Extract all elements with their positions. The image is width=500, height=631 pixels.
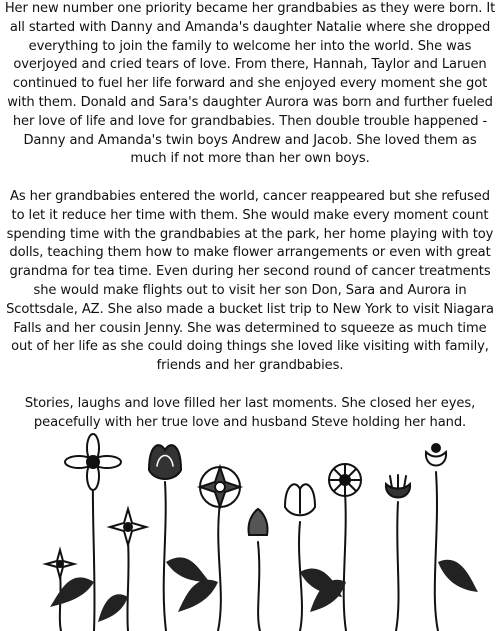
flower-tulip-2 — [285, 484, 315, 515]
flower-bell-1 — [426, 444, 446, 466]
flower-anemone-1 — [200, 467, 240, 507]
paragraph-last-moments: Stories, laughs and love filled her last moments. She closed her eyes, peacefully with her true love and husband Steve holding her hand. — [24, 395, 476, 430]
blossoms — [46, 434, 446, 578]
paragraph-cancer: As her grandbabies entered the world, cancer reappeared but she refused to let it reduce her time with them. She would make every moment count spending time with the grandbabies at the park, her home playing with toy dolls, teaching them how to make flower arrangements or even with great grandma for tea time. Even during her second round of cancer treatments she would make flights out to visit her son Don, Sara and Aurora in Scottsdale, AZ. She also made a bucket list trip to New York to visit Niagara Falls and her cousin Jenny. She was determined to squeeze as much time out of her life as she could doing things she loved like visiting with family, friends and her grandbabies. — [6, 188, 494, 374]
flower-columbine-1 — [386, 475, 410, 498]
paragraph-grandbabies: Her new number one priority became her grandbabies as they were born. It all started with Danny and Amanda's daughter Natalie where she dropped everything to join the family to welcome her into the world. She was overjoyed and cried tears of love. From there, Hannah, Taylor and Laruen continued to fuel her life forward and she enjoyed every moment she got with them. Donald and Sara's daughter Aurora was born and further fueled her love of life and love for grandbabies. Then double trouble happened - Danny and Amanda's twin boys Andrew and Jacob. She loved them as much if not more than her own boys. — [4, 1, 496, 167]
flower-star-1 — [110, 509, 146, 545]
leaves — [50, 557, 478, 622]
flower-bud-1 — [249, 509, 268, 535]
flower-star-2 — [46, 550, 74, 578]
obituary-text — [4, 0, 496, 451]
flower-tulip-1 — [149, 445, 181, 479]
flower-daisy-2 — [329, 464, 361, 496]
flower-daisy-1 — [65, 434, 121, 490]
botanical-flowers-illustration — [0, 432, 500, 631]
